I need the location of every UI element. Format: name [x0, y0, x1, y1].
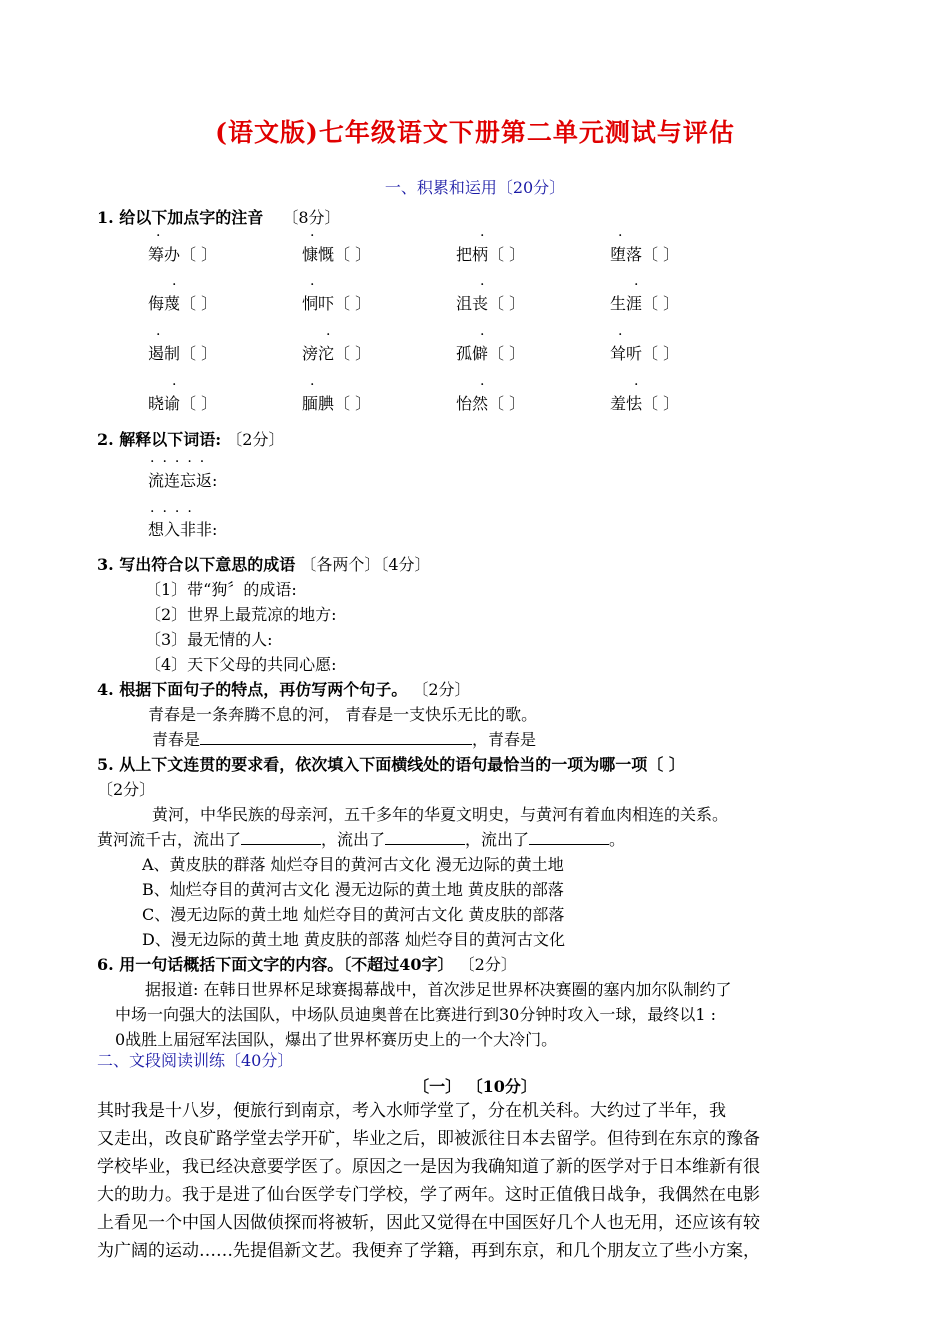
question-3-item: 〔1〕带“狗〞的成语:: [145, 580, 297, 599]
word-item: 慷慨〔 〕: [302, 245, 372, 264]
question-4-answer-line: [152, 727, 536, 750]
word-item: 沮丧〔 〕: [456, 294, 526, 313]
question-2-label: 2. 解释以下词语:: [97, 430, 222, 449]
question-5-text: 黄河，中华民族的母亲河，五千多年的华夏文明史，与黄河有着血肉相连的关系。: [152, 805, 729, 824]
question-6-text: 0战胜上届冠军法国队，爆出了世界杯赛历史上的一个大冷门。: [115, 1030, 558, 1049]
word-item: 羞怯〔 〕: [610, 394, 680, 413]
word-item: 晓谕〔 〕: [148, 394, 218, 413]
fill-mid: ，流出了: [321, 830, 386, 849]
question-3-score: 〔各两个〕〔4分〕: [300, 555, 431, 574]
question-3-item: 〔2〕世界上最荒凉的地方:: [145, 605, 337, 624]
question-2-score: 〔2分〕: [226, 430, 285, 449]
word-item: 堕落〔 〕: [610, 245, 680, 264]
question-6-score: 〔2分〕: [458, 955, 517, 974]
word-item: 耸听〔 〕: [610, 344, 680, 363]
answer-blank[interactable]: [385, 844, 465, 845]
question-6: [97, 952, 517, 975]
question-5: [97, 752, 685, 775]
word-item: 腼腆〔 〕: [302, 394, 372, 413]
question-4-score: 〔2分〕: [412, 680, 471, 699]
question-4-example: 青春是一条奔腾不息的河， 青春是一支快乐无比的歌。: [148, 705, 538, 724]
question-4-prefix: 青春是: [152, 730, 201, 749]
passage-line: 其时我是十八岁，便旅行到南京，考入水师学堂了，分在机关科。大约过了半年，我: [97, 1101, 726, 1121]
word-item: 筹办〔 〕: [148, 245, 218, 264]
word-item: 怡然〔 〕: [456, 394, 526, 413]
question-3-label: 3. 写出符合以下意思的成语: [97, 555, 296, 574]
option-c: C、漫无边际的黄土地 灿烂夺目的黄河古文化 黄皮肤的部落: [142, 905, 565, 924]
page-title: (语文版)七年级语文下册第二单元测试与评估: [215, 118, 735, 147]
question-4-label: 4. 根据下面句子的特点，再仿写两个句子。: [97, 680, 408, 699]
passage-line: 大的助力。我于是进了仙台医学专门学校，学了两年。这时正值俄日战争，我偶然在电影: [97, 1185, 760, 1205]
question-4-mid: ，青春是: [472, 730, 537, 749]
fill-mid: ，流出了: [465, 830, 530, 849]
fill-end: 。: [609, 830, 626, 849]
passage-line: 为广阔的运动……先提倡新文艺。我便弃了学籍，再到东京，和几个朋友立了些小方案，: [97, 1241, 760, 1261]
question-3: [97, 552, 431, 575]
question-6-text: 中场一向强大的法国队，中场队员迪奥普在比赛进行到30分钟时攻入一球，最终以1 :: [115, 1005, 717, 1024]
question-5-score: 〔2分〕: [97, 780, 156, 799]
passage-line: 上看见一个中国人因做侦探而将被斩，因此又觉得在中国医好几个人也无用，还应该有较: [97, 1213, 760, 1233]
question-3-item: 〔4〕天下父母的共同心愿:: [145, 655, 337, 674]
question-3-item: 〔3〕最无情的人:: [145, 630, 273, 649]
question-6-text: 据报道: 在韩日世界杯足球赛揭幕战中，首次涉足世界杯决赛圈的塞内加尔队制约了: [145, 980, 732, 999]
question-2-item: 流连忘返:: [148, 471, 218, 490]
question-2-item: 想入非非:: [148, 520, 218, 539]
question-5-fill-line: [97, 827, 625, 850]
question-5-label: 5. 从上下文连贯的要求看，依次填入下面横线处的语句最恰当的一项为哪一项〔 〕: [97, 755, 685, 774]
passage-heading: 〔一〕 〔10分〕: [413, 1077, 537, 1096]
section-heading-1: 一、积累和运用〔20分〕: [384, 178, 566, 197]
option-b: B、灿烂夺目的黄河古文化 漫无边际的黄土地 黄皮肤的部落: [142, 880, 564, 899]
word-item: 滂沱〔 〕: [302, 344, 372, 363]
option-d: D、漫无边际的黄土地 黄皮肤的部落 灿烂夺目的黄河古文化: [142, 930, 566, 949]
question-6-label: 6. 用一句话概括下面文字的内容。〔不超过40字〕: [97, 955, 454, 974]
word-item: 孤僻〔 〕: [456, 344, 526, 363]
question-1-score: 〔8分〕: [282, 208, 341, 227]
word-item: 生涯〔 〕: [610, 294, 680, 313]
answer-blank[interactable]: [529, 844, 609, 845]
option-a: A、黄皮肤的群落 灿烂夺目的黄河古文化 漫无边际的黄土地: [142, 855, 564, 874]
question-4: [97, 677, 471, 700]
passage-line: 又走出，改良矿路学堂去学开矿，毕业之后，即被派往日本去留学。但待到在东京的豫备: [97, 1129, 760, 1149]
answer-blank[interactable]: [241, 844, 321, 845]
word-item: 侮蔑〔 〕: [148, 294, 218, 313]
answer-blank[interactable]: [200, 744, 472, 745]
question-2: [97, 427, 284, 450]
word-item: 把柄〔 〕: [456, 245, 526, 264]
fill-prefix: 黄河流千古，流出了: [97, 830, 242, 849]
section-heading-2: 二、文段阅读训练〔40分〕: [97, 1051, 294, 1070]
question-1-label: 1. 给以下加点字的注音: [97, 208, 264, 227]
word-item: 恫吓〔 〕: [302, 294, 372, 313]
question-1: [97, 205, 341, 228]
word-item: 遏制〔 〕: [148, 344, 218, 363]
passage-line: 学校毕业，我已经决意要学医了。原因之一是因为我确知道了新的医学对于日本维新有很: [97, 1157, 760, 1177]
